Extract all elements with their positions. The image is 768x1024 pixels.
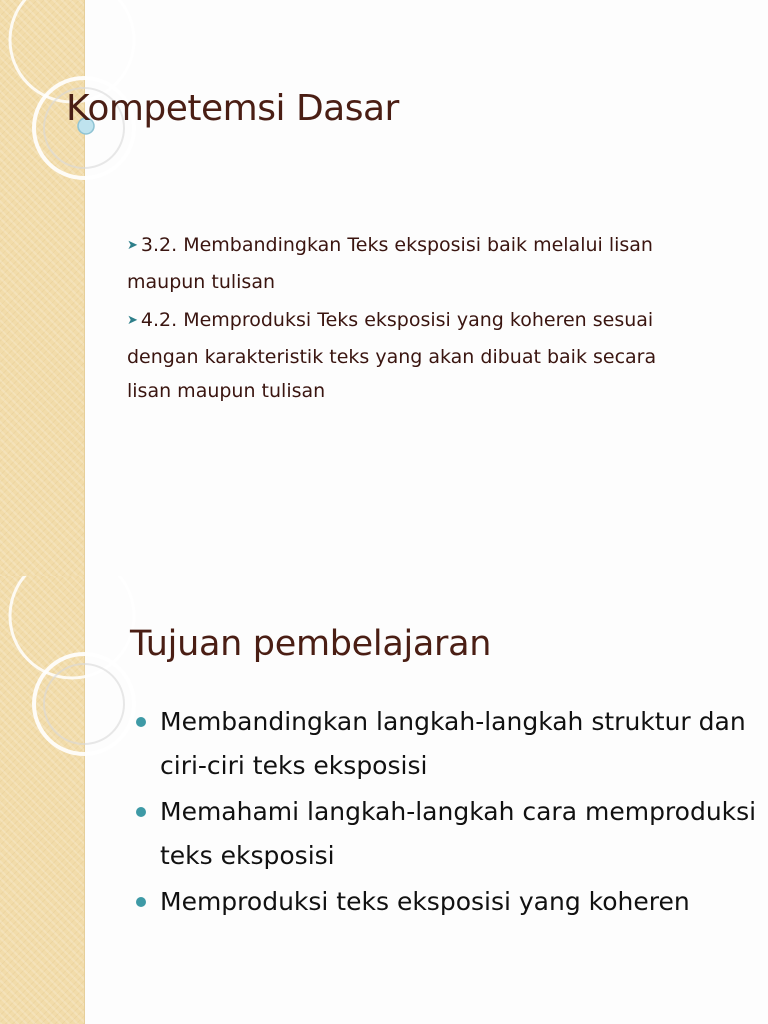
- list-item-text: Membandingkan langkah-langkah struktur dan ciri-ciri teks eksposisi: [160, 707, 746, 780]
- list-item-text: Memahami langkah-langkah cara memproduksi teks eksposisi: [160, 797, 757, 870]
- list-item: [132, 700, 762, 788]
- bullet-dot-icon: [136, 717, 146, 727]
- objectives-list: [132, 700, 762, 926]
- competency-list: [127, 228, 687, 408]
- arrow-bullet-icon: ➤: [127, 313, 138, 328]
- list-item-text: 3.2. Membandingkan Teks eksposisi baik melalui lisan maupun tulisan: [127, 234, 653, 293]
- list-item: [127, 228, 687, 299]
- list-item-text: Memproduksi teks eksposisi yang koheren: [160, 887, 690, 916]
- list-item-text: 4.2. Memproduksi Teks eksposisi yang koheren sesuai dengan karakteristik teks yang akan dibuat baik secara lisan maupun tulisan: [127, 309, 657, 402]
- slide-title: Kompetemsi Dasar: [66, 88, 399, 129]
- list-item: [132, 790, 762, 878]
- bullet-dot-icon: [136, 807, 146, 817]
- list-item: [132, 880, 762, 924]
- slide-title: Tujuan pembelajaran: [130, 624, 492, 664]
- arrow-bullet-icon: ➤: [127, 238, 138, 253]
- list-item: [127, 303, 687, 408]
- slide-tujuan-pembelajaran: [0, 576, 768, 1024]
- decorative-rings-icon: [0, 576, 140, 776]
- bullet-dot-icon: [136, 897, 146, 907]
